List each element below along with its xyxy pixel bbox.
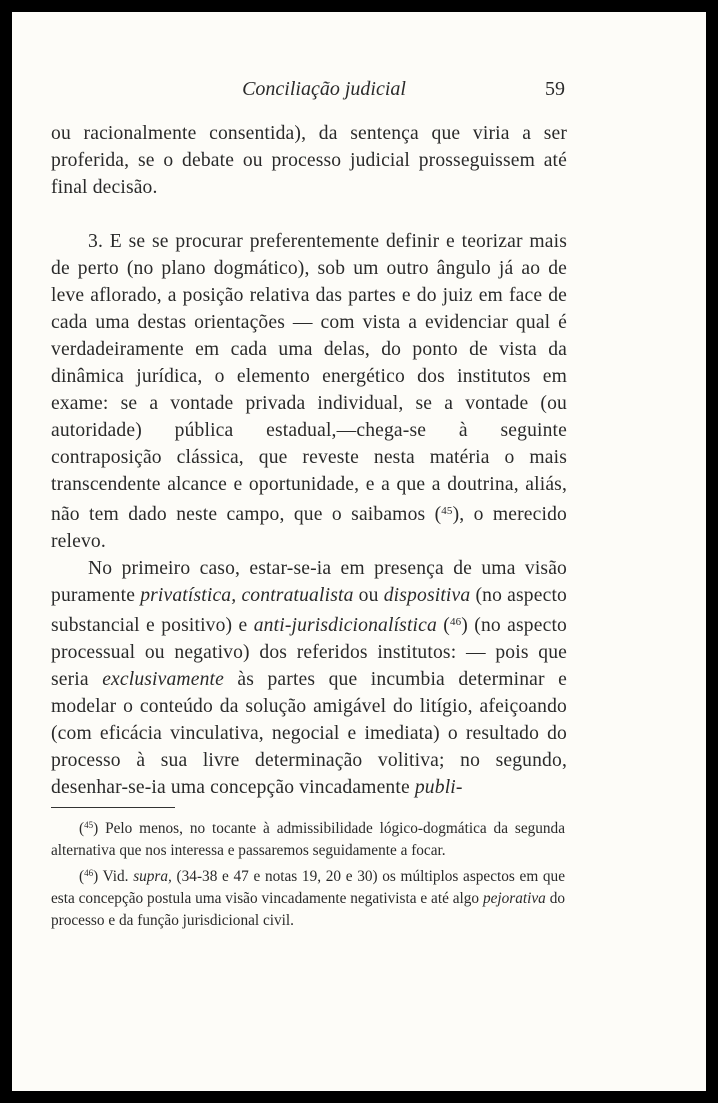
footnote-ref-46: 46 xyxy=(449,616,462,628)
paragraph-first-case: No primeiro caso, estar-se-ia em presença de uma visão puramente privatística, contratualista ou dispositiva (no aspecto substancial e positivo) e anti-jurisdicionalística ($^{46}$) (no aspecto processual ou negativo) dos referidos institutos: — pois que seria exclusivamente às partes que incumbia determinar e modelar o conteúdo da solução amigável do litígio, afeiçoando (com eficácia vinculativa, negocial e imediata) o resultado do processo à sua livre determinação volitiva; no segundo, desenhar-se-ia uma concepção vincadamente publi- xyxy=(51,558,567,798)
running-header xyxy=(12,78,706,106)
footnotes xyxy=(51,814,565,932)
running-title: Conciliação judicial xyxy=(242,78,406,100)
footnote-ref-45: 45 xyxy=(441,505,453,517)
paragraph-continuation: ou racionalmente consentida), da sentença que viria a ser proferida, se o debate ou processo judicial prosseguissem até final decisão. xyxy=(51,123,567,198)
book-page xyxy=(12,12,706,1091)
body-text xyxy=(51,120,567,801)
page-number: 59 xyxy=(545,78,565,100)
footnote-45: ($^{45}$) Pelo menos, no tocante à admissibilidade lógico-dogmática da segunda alternativa que nos interessa e passaremos seguidamente a focar. xyxy=(51,820,565,859)
footnote-46: ($^{46}$) Vid. supra, (34-38 e 47 e notas 19, 20 e 30) os múltiplos aspectos em que esta concepção postula uma visão vincadamente negativista e até algo pejorativa do processo e da função jurisdicional civil. xyxy=(51,868,565,929)
footnote-separator xyxy=(51,807,175,808)
paragraph-section-3: 3. E se se procurar preferentemente definir e teorizar mais de perto (no plano dogmático), sob um outro ângulo já ao de leve aflorado, a posição relativa das partes e do juiz em face de cada uma destas orientações — com vista a evidenciar qual é verdadeiramente em cada uma delas, do ponto de vista da dinâmica jurídica, o elemento energético dos institutos em exame: se a vontade privada individual, se a vontade (ou autoridade) pública estadual,—chega-se à seguinte contraposição clássica, que reveste nesta matéria o mais transcendente alcance e oportunidade, e a que a doutrina, aliás, não tem dado neste campo, que o saibamos ($^{45}$), o merecido relevo. xyxy=(51,231,567,552)
